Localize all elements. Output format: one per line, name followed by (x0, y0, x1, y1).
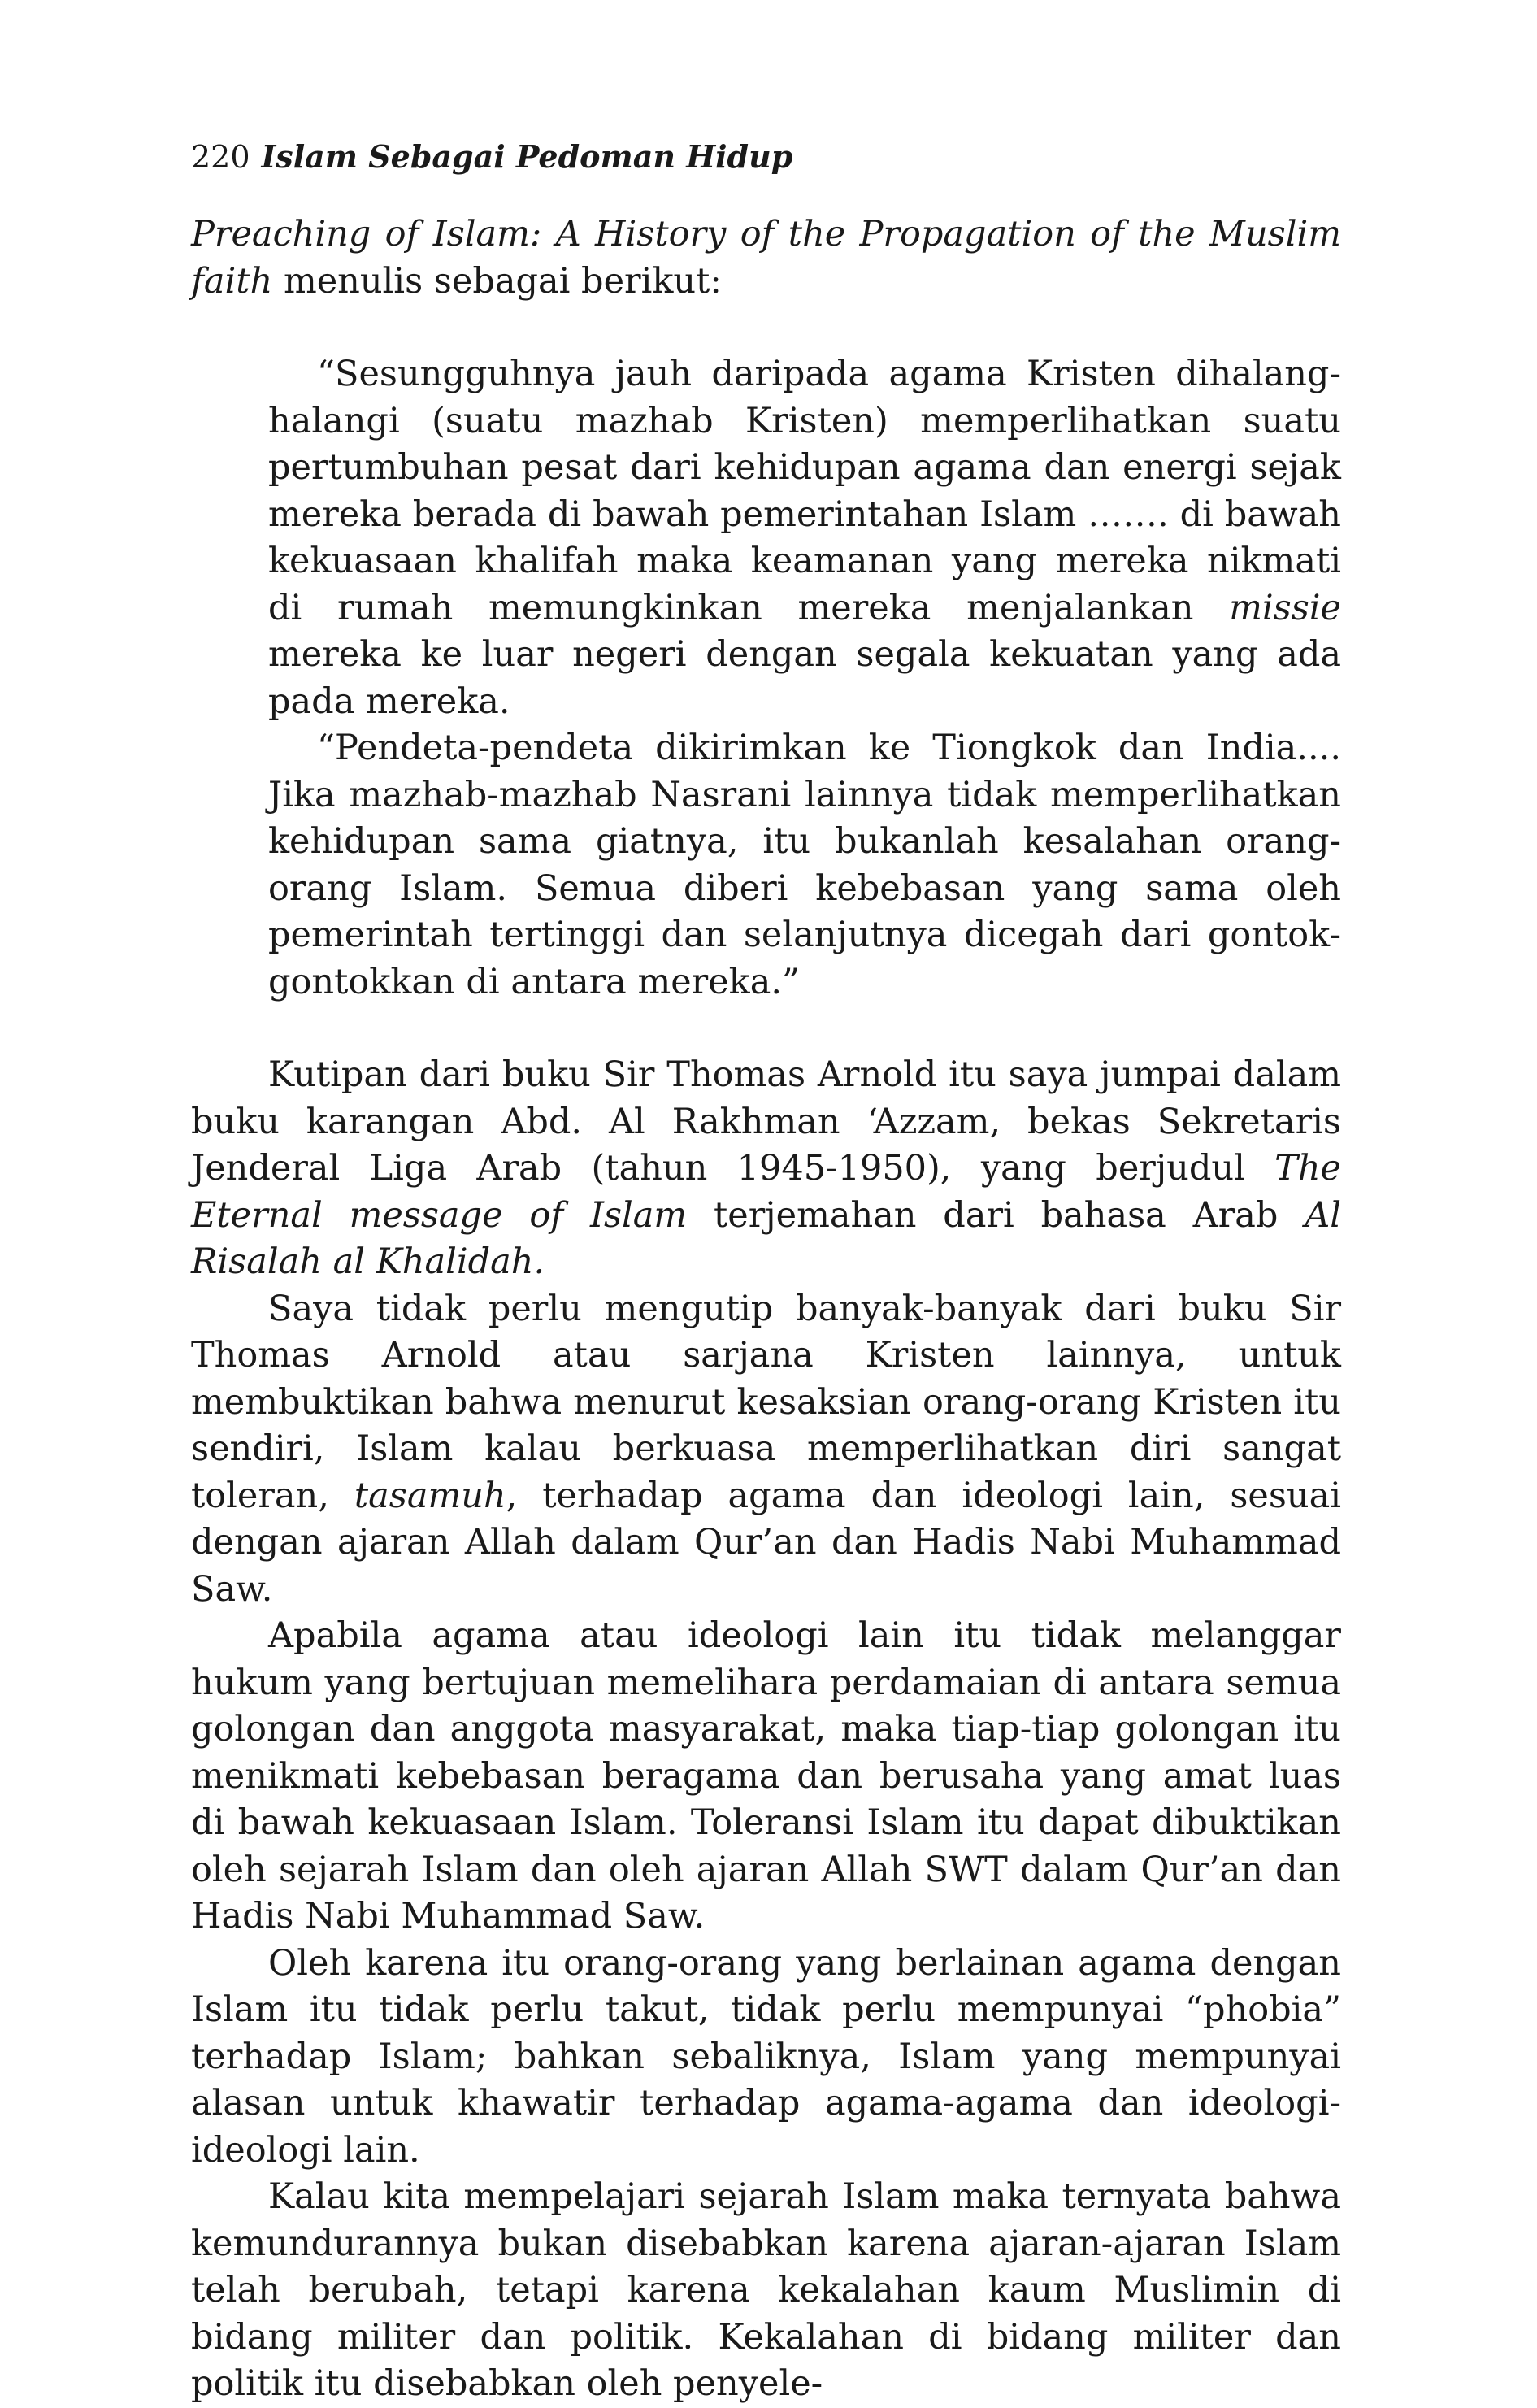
paragraph-text: Kutipan dari buku Sir Thomas Arnold itu saya jumpai dalam buku karangan Abd. Al Rakhman ‘Azzam, bekas Sekretaris Jenderal Liga Arab (tahun 1945-1950), yang berjudul (191, 1054, 1341, 1189)
quote-italic-term: missie (1229, 587, 1341, 628)
quote-text: mereka ke luar negeri dengan segala kekuatan yang ada pada mereka. (268, 634, 1341, 722)
cited-book-title: Preaching of Islam: A History of the Propagation of the Muslim faith (191, 214, 1341, 302)
paragraph-text: Saya tidak perlu mengutip banyak-banyak dari buku Sir Thomas Arnold atau sarjana Kristen lainnya, untuk membuktikan bahwa menurut kesaksian orang-orang Kristen itu sendiri, Islam kalau berkuasa memperlihatkan diri sangat toleran, (191, 1288, 1341, 1516)
body-paragraph-5: Kalau kita mempelajari sejarah Islam maka ternyata bahwa kemundurannya bukan disebabkan karena ajaran-ajaran Islam telah berubah, tetapi karena kekalahan kaum Muslimin di bidang militer dan politik. Kekalahan di bidang militer dan politik itu disebabkan oleh penyele- (191, 2176, 1341, 2404)
italic-book-title: The Eternal message of Islam (191, 1148, 1341, 1236)
book-title: Islam Sebagai Pedoman Hidup (261, 138, 793, 175)
italic-term: tasamuh (354, 1475, 506, 1516)
page-number: 220 (191, 139, 250, 175)
body-paragraph-3: Apabila agama atau ideologi lain itu tidak melanggar hukum yang bertujuan memelihara perdamaian di antara semua golongan dan anggota masyarakat, maka tiap-tiap golongan itu menikmati kebebasan beragama dan berusaha yang amat luas di bawah kekuasaan Islam. Toleransi Islam itu dapat dibuktikan oleh sejarah Islam dan oleh ajaran Allah SWT dalam Qur’an dan Hadis Nabi Muhammad Saw. (191, 1615, 1341, 1936)
body-paragraph-4: Oleh karena itu orang-orang yang berlainan agama dengan Islam itu tidak perlu takut, tidak perlu mempunyai “phobia” terhadap Islam; bahkan sebaliknya, Islam yang mempunyai alasan untuk khawatir terhadap agama-agama dan ideologi-ideologi lain. (191, 1942, 1341, 2171)
intro-text: menulis sebagai berikut: (272, 260, 722, 302)
body-text (191, 211, 1341, 2408)
intro-paragraph (191, 211, 1341, 305)
quote-text: “Sesungguhnya jauh daripada agama Kristen dihalang-halangi (suatu mazhab Kristen) memperlihatkan suatu pertumbuhan pesat dari kehidupan agama dan energi sejak mereka berada di bawah pemerintahan Islam ……. di bawah kekuasaan khalifah maka keamanan yang mereka nikmati di rumah memungkinkan mereka menjalankan (268, 354, 1341, 628)
italic-book-title: Al Risalah al Khalidah. (191, 1194, 1341, 1282)
running-head (191, 137, 792, 177)
quote-paragraph-1 (268, 351, 1341, 725)
block-quote (268, 351, 1341, 1006)
paragraph-text: terjemahan dari bahasa Arab (687, 1194, 1305, 1236)
quote-paragraph-2: “Pendeta-pendeta dikirimkan ke Tiongkok dan India.... Jika mazhab-mazhab Nasrani lainnya tidak memperlihatkan kehidupan sama giatnya, itu bukanlah kesalahan orang-orang Islam. Semua diberi kebebasan yang sama oleh pemerintah tertinggi dan selanjutnya dicegah dari gontok-gontokkan di antara mereka.” (268, 728, 1341, 1002)
body-paragraph-2 (191, 1286, 1341, 1614)
body-paragraph-1 (191, 1052, 1341, 1286)
paragraph-text: , terhadap agama dan ideologi lain, sesuai dengan ajaran Allah dalam Qur’an dan Hadis Nabi Muhammad Saw. (191, 1475, 1341, 1610)
